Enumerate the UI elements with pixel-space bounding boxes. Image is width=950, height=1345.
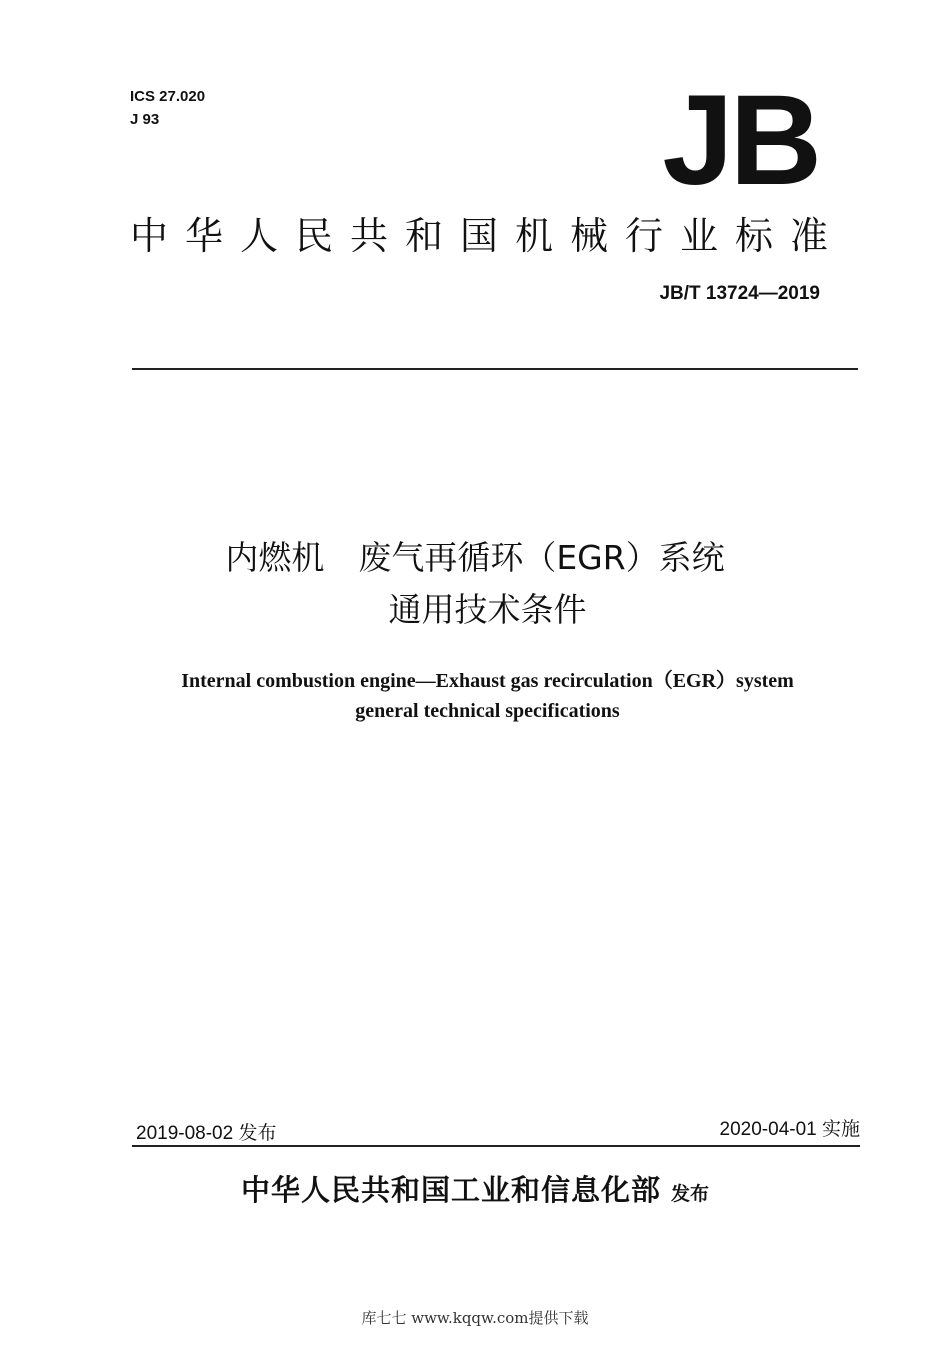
title-en-line2: general technical specifications — [355, 700, 620, 722]
download-watermark: 库七七 www.kqqw.com提供下载 — [361, 1309, 589, 1327]
header-divider — [132, 368, 858, 370]
title-en-line1: Internal combustion engine—Exhaust gas recirculation（EGR）system — [181, 670, 794, 692]
standard-number: JB/T 13724—2019 — [659, 283, 820, 304]
standard-category-title: 中华人民共和国机械行业标准 — [130, 214, 846, 258]
publish-date: 2019-08-02 发布 — [136, 1123, 277, 1144]
ccs-code: J 93 — [130, 111, 160, 128]
issuer-name: 中华人民共和国工业和信息化部 — [240, 1173, 661, 1207]
title-cn-line1 — [0, 533, 950, 583]
issuer-suffix: 发布 — [671, 1183, 710, 1205]
ics-code: ICS 27.020 — [130, 88, 206, 105]
title-cn-line2: 通用技术条件 — [388, 590, 587, 629]
issuing-authority — [0, 1168, 950, 1216]
footer-divider — [132, 1145, 860, 1147]
jb-logo: JB — [662, 69, 818, 212]
implementation-date: 2020-04-01 实施 — [719, 1119, 860, 1140]
title-cn-subject: 内燃机 — [225, 538, 325, 577]
title-cn-topic: 废气再循环（EGR）系统 — [358, 538, 725, 577]
